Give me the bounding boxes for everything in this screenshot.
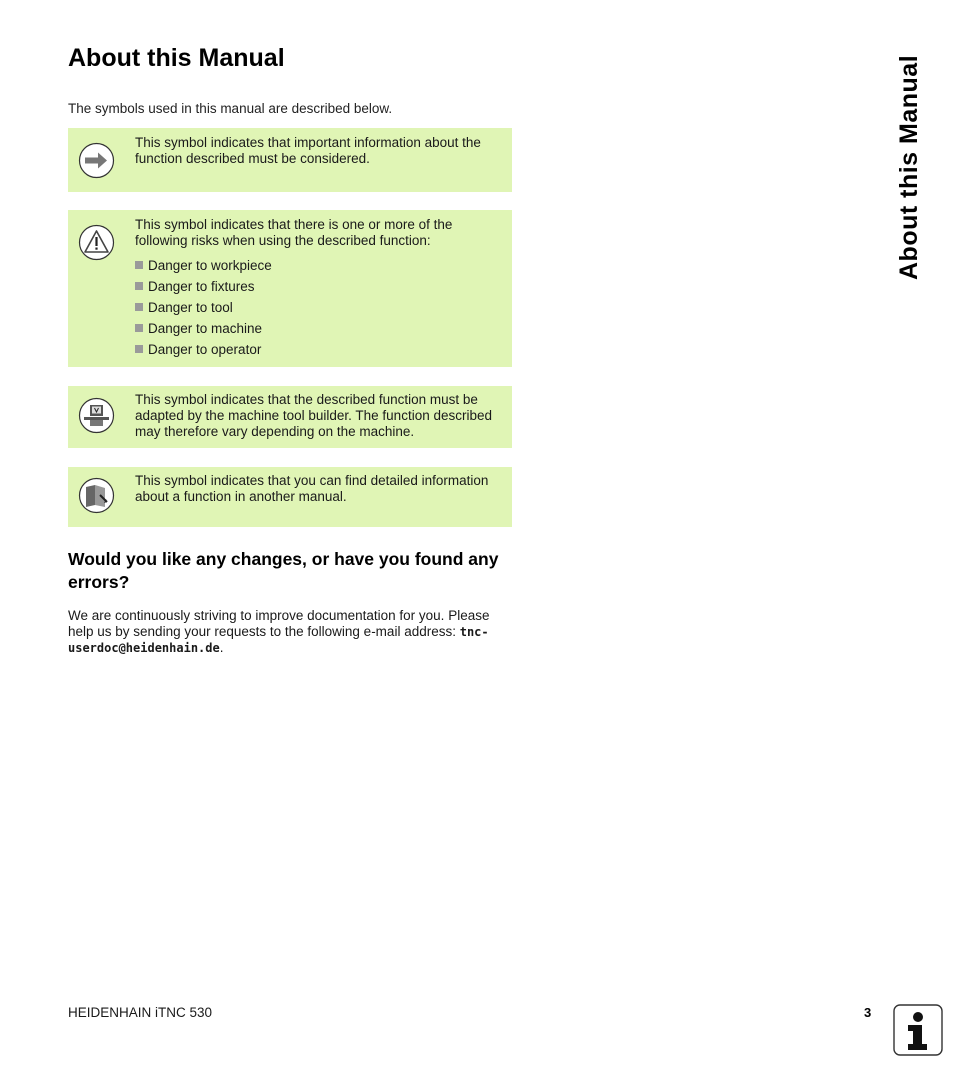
list-item [135, 300, 502, 321]
note-text-block [135, 217, 502, 363]
bullet-icon [135, 345, 143, 353]
feedback-body [68, 608, 518, 656]
note-text: This symbol indicates that you can find detailed information about a function in another manual. [135, 473, 489, 504]
list-item-label: Danger to operator [148, 342, 262, 357]
note-text: This symbol indicates that there is one or more of the following risks when using the described function: [135, 217, 453, 248]
page-title: About this Manual [68, 44, 285, 72]
intro-text: The symbols used in this manual are described below. [68, 101, 393, 116]
note-warning [68, 210, 512, 367]
email-link[interactable]: tnc-userdoc@heidenhain.de [68, 625, 489, 655]
list-item [135, 258, 502, 279]
list-item-label: Danger to machine [148, 321, 263, 336]
book-reference-icon [78, 477, 115, 514]
arrow-right-icon [78, 142, 115, 179]
list-item [135, 279, 502, 300]
list-item [135, 321, 502, 342]
machine-tool-icon [78, 397, 115, 434]
list-item-label: Danger to tool [148, 300, 233, 315]
note-important-info [68, 128, 512, 192]
bullet-icon [135, 261, 143, 269]
feedback-heading: Would you like any changes, or have you found any errors? [68, 549, 499, 592]
feedback-text: We are continuously striving to improve documentation for you. Please help us by sending your requests to the following e-mail address: [68, 608, 490, 639]
bullet-icon [135, 282, 143, 290]
warning-triangle-icon [78, 224, 115, 261]
list-item-label: Danger to workpiece [148, 258, 272, 273]
list-item-label: Danger to fixtures [148, 279, 255, 294]
feedback-end: . [219, 640, 224, 655]
note-other-manual [68, 467, 512, 527]
bullet-icon [135, 303, 143, 311]
page-number: 3 [864, 1005, 872, 1020]
note-text: This symbol indicates that important information about the function described must be considered. [135, 135, 481, 166]
note-text: This symbol indicates that the described function must be adapted by the machine tool builder. The function described may therefore vary depending on the machine. [135, 392, 492, 439]
info-icon [893, 1004, 943, 1056]
side-tab-title: About this Manual [895, 54, 923, 280]
bullet-icon [135, 324, 143, 332]
footer-product: HEIDENHAIN iTNC 530 [68, 1005, 213, 1020]
list-item [135, 342, 502, 363]
note-machine-builder [68, 386, 512, 448]
risk-list [135, 258, 502, 363]
